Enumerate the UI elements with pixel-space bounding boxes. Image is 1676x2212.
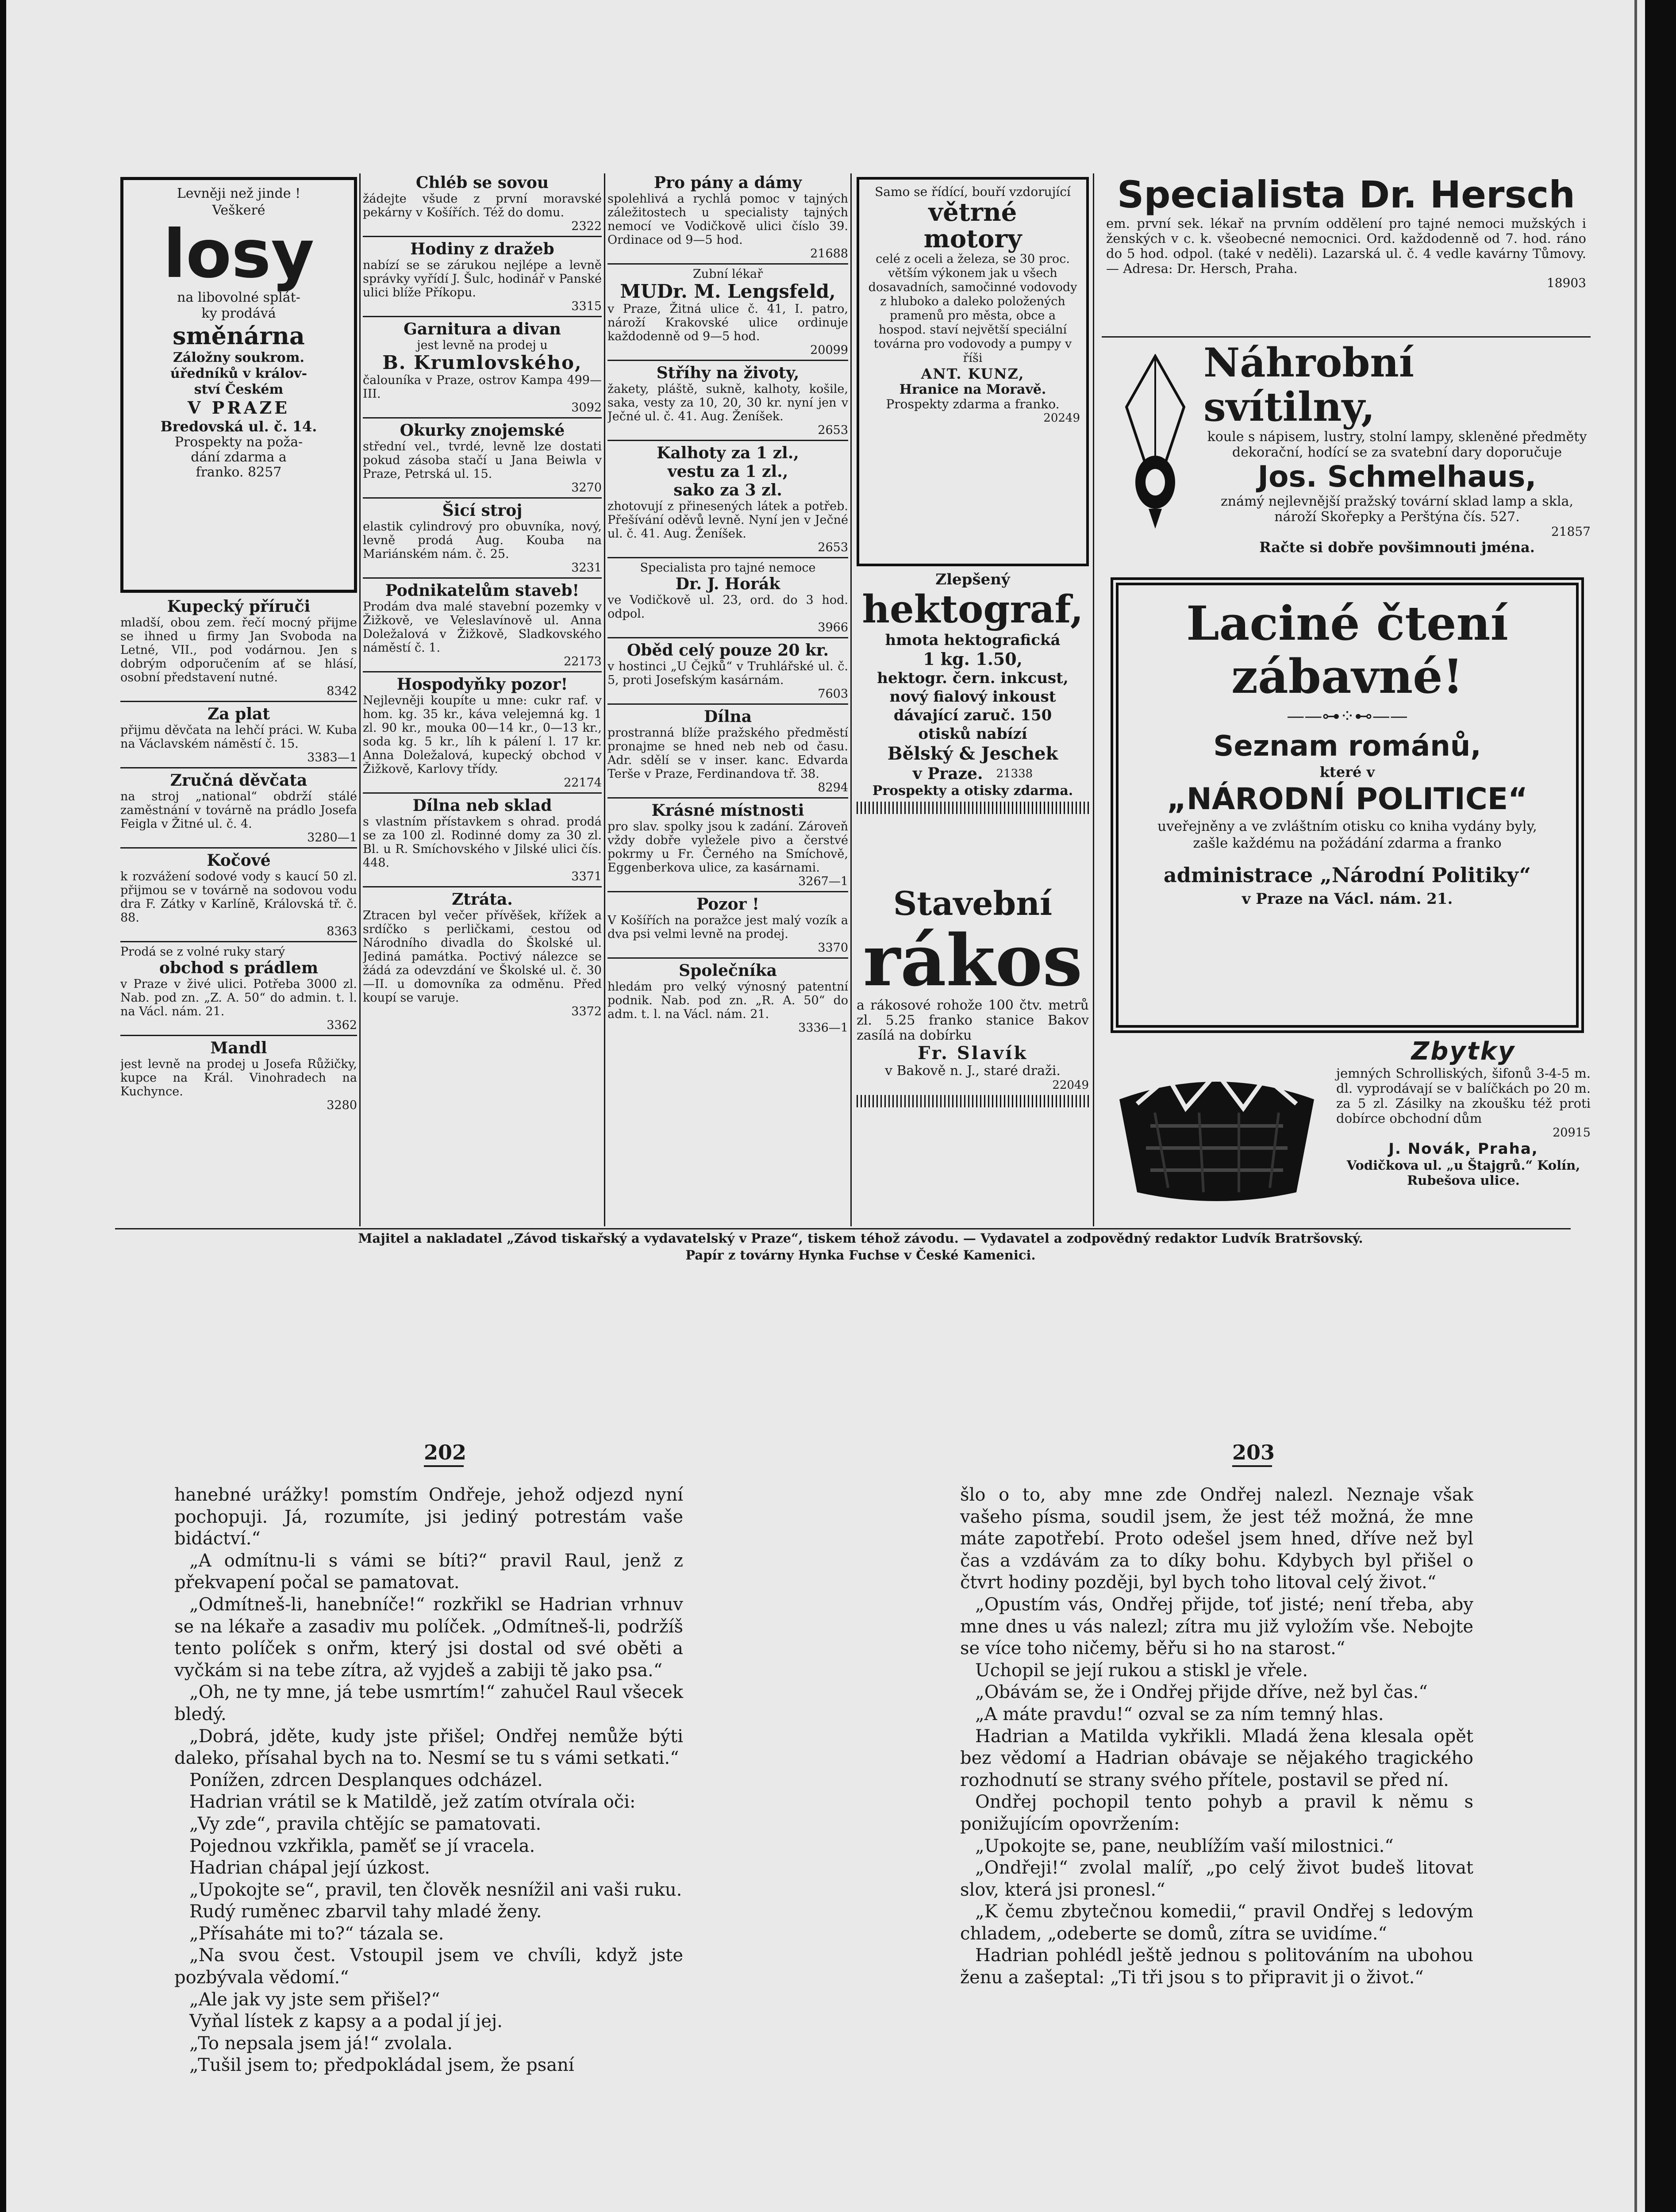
story-paragraph: hanebné urážky! pomstím Ondřeje, jehož odjezd nyní pochopuji. Já, rozumíte, jsi jediný potrestám vaše bidáctví.“ — [174, 1485, 683, 1549]
ad-pozor-title: Pozor ! — [696, 895, 759, 914]
ad-losy-smenarna: směnárna — [173, 322, 305, 350]
ad-dilna2 — [607, 707, 848, 795]
story-paragraph: „Obávám se, že i Ondřej přijde dříve, než byl čas.“ — [975, 1682, 1428, 1703]
ad-lengsfeld-pre: Zubní lékař — [692, 267, 763, 281]
ad-cteni-ornament: ——⊶⁘⊷—— — [1287, 706, 1408, 726]
ad-obed — [607, 641, 848, 701]
ad-horak — [607, 561, 848, 634]
ad-separator — [120, 847, 357, 849]
column-2-small-ads — [363, 173, 602, 1226]
ad-losy — [120, 177, 357, 593]
story-paragraph: Hadrian pohlédl ještě jednou s politováním na ubohou ženu a zašeptal: „Ti tři jsou s to připravit ji o život.“ — [960, 1945, 1473, 1988]
ad-cteni-body: uveřejněny a ve zvláštním otisku co kniha vydány byly, zašle každému na požádání zdarma a franko — [1157, 818, 1537, 851]
ad-svitilny — [1102, 341, 1591, 571]
ad-zbytky-body: jemných Schrolliských, šifonů 3-4-5 m. dl. vyprodávají se v balíčkách po 20 m. za 5 zl. Zásilky na zkoušku též proti dobírce obchodní dům — [1336, 1066, 1591, 1126]
ad-svitilny-body: koule s nápisem, lustry, stolní lampy, skleněné předměty dekorační, hodící se za svatební dary doporučuje — [1207, 429, 1587, 460]
ad-hodiny-title: Hodiny z dražeb — [410, 240, 554, 258]
page-number-left: 202 — [424, 1440, 467, 1464]
ad-propany-title: Pro pány a dámy — [653, 173, 802, 192]
ad-horak-body: ve Vodičkově ul. 23, ord. do 3 hod. odpol. — [607, 593, 848, 621]
story-paragraph: „To nepsala jsem já!“ zvolala. — [189, 2033, 453, 2054]
ad-separator — [363, 577, 602, 579]
column-3-small-ads — [607, 173, 848, 1226]
ad-separator — [607, 703, 848, 705]
story-paragraph: Hadrian a Matilda vykřikli. Mladá žena klesala opět bez vědomí a Hadrian obávaje se nějakého tragického rozhodnutí se strany svého přítele, postavil se před ní. — [960, 1726, 1473, 1790]
ad-kupecky-title: Kupecký příruči — [167, 597, 311, 616]
ad-kalhoty-title3: sako za 3 zl. — [673, 481, 782, 499]
ad-dilna1 — [363, 796, 602, 883]
ad-svitilny-tail: známý nejlevnější pražský tovární sklad lamp a skla, nároží Skořepky a Perštýna čís. 527. — [1220, 494, 1574, 525]
ad-zbytky-title: Zbytky — [1411, 1037, 1516, 1066]
story-paragraph: Uchopil se její rukou a stiskl je vřele. — [975, 1660, 1308, 1681]
ad-krasne-num: 3267—1 — [798, 875, 848, 888]
ad-lengsfeld-num: 20099 — [810, 343, 848, 357]
ad-zrucna-num: 3280—1 — [307, 831, 357, 845]
ad-ztrata — [363, 890, 602, 1018]
ad-hektograf-l3: hektogr. čern. inkcust, — [877, 669, 1069, 687]
ad-cteni-l2: které v — [1319, 764, 1375, 780]
ad-podnikatelum-num: 22173 — [564, 655, 602, 668]
story-paragraph: „Tušil jsem to; předpokládal jsem, že psaní — [189, 2055, 574, 2076]
ad-hersch — [1102, 173, 1591, 350]
story-paragraph: „Dobrá, jděte, kudy jste přišel; Ondřej nemůže býti daleko, přísahal bych na to. Nesmí se tu s vámi setkati.“ — [174, 1726, 683, 1769]
ad-kupecky — [120, 597, 357, 698]
ad-cteni-l3: „NÁRODNÍ POLITICE“ — [1167, 782, 1528, 817]
ad-obchod-pre: Prodá se z volné ruky starý — [120, 945, 285, 959]
ad-separator — [363, 316, 602, 317]
ad-okurky-body: střední vel., tvrdé, levně lze dostati pokud zásoba stačí u Jana Beiwla v Praze, Petrská ul. 15. — [363, 440, 602, 481]
ad-chleb-body: žádejte všude z první moravské pekárny v Košířích. Též do domu. — [363, 192, 602, 219]
story-paragraph: „Upokojte se“, pravil, ten člověk nesnížil ani vaši ruku. — [189, 1879, 682, 1900]
ad-kalhoty-title2: vestu za 1 zl., — [667, 462, 788, 481]
ad-podnikatelum-body: Prodám dva malé stavební pozemky v Žižkově, ve Veleslavínově ul. Anna Doležalová v Žižkově, Sladkovského náměstí č. 1. — [363, 600, 602, 655]
right-scan-edge — [1645, 0, 1676, 2212]
ad-motory-body: celé z oceli a železa, se 30 proc. větším výkonem jak u všech dosavadních, samočinné vodovody z hluboko a daleko položených pramenů pro města, obce a hospod. staví největší speciální továrna pro vodovody a pumpy v říši — [868, 252, 1077, 365]
ad-losy-rest1: Záložny soukrom. — [173, 350, 304, 365]
ad-garnitura — [363, 320, 602, 415]
ad-okurky-title: Okurky znojemské — [400, 421, 565, 440]
ad-svitilny-firm: Jos. Schmelhaus, — [1257, 460, 1537, 494]
story-paragraph: Ponížen, zdrcen Desplanques odcházel. — [189, 1770, 543, 1790]
ad-dilna1-title: Dílna neb sklad — [412, 796, 552, 815]
ad-zaplat-title: Za plat — [208, 705, 270, 723]
ad-losy-more1: na libovolné splát- — [177, 290, 300, 305]
story-paragraph: Vyňal lístek z kapsy a a podal jí jej. — [189, 2011, 503, 2032]
ad-separator — [607, 637, 848, 638]
ad-hektograf — [857, 571, 1089, 880]
ad-horak-num: 3966 — [818, 621, 848, 634]
ad-zaplat-body: přijmu děvčata na lehčí práci. W. Kuba na Václavském náměstí č. 15. — [120, 723, 357, 751]
ad-cteni-admin: administrace „Národní Politiky“ — [1163, 863, 1531, 887]
fabric-bundle-illustration — [1111, 1060, 1323, 1206]
ad-obchod — [120, 945, 357, 1032]
imprint-line2: Papír z továrny Hynka Fuchse v České Kamenici. — [685, 1248, 1036, 1263]
ad-propany — [607, 173, 848, 261]
ad-hektograf-num: 21338 — [996, 767, 1033, 780]
ad-zaplat — [120, 705, 357, 764]
ad-hospodynky-title: Hospodyňky pozor! — [396, 675, 568, 694]
ad-separator — [607, 957, 848, 959]
ad-hektograf-firm: Bělský & Jeschek — [887, 743, 1058, 764]
ad-cteni-place: v Praze na Václ. nám. 21. — [1242, 890, 1453, 908]
ad-mandl — [120, 1039, 357, 1112]
left-scan-edge — [0, 0, 6, 2212]
ad-svitilny-foot: Račte si dobře povšimnouti jména. — [1259, 539, 1535, 556]
ad-podnikatelum-title: Podnikatelům staveb! — [385, 581, 580, 600]
ad-hospodynky-body: Nejlevněji koupíte u mne: cukr raf. v hom. kg. 35 kr., káva velejemná kg. 1 zl. 90 kr., mouka 00—14 kr., 0—13 kr., soda kg. 5 kr., líh k pálení l. 17 kr. Anna Doležalová, kupecký obchod v Žižkově, Karlovy třídy. — [363, 694, 602, 776]
story-paragraph: „K čemu zbytečnou komedii,“ pravil Ondřej s ledovým chladem, „odeberte se domů, zítra se uvidíme.“ — [960, 1901, 1473, 1944]
ad-hospodynky — [363, 675, 602, 790]
ad-garnitura-name: B. Krumlovského, — [382, 352, 582, 373]
ad-obchod-body: v Praze v živé ulici. Potřeba 3000 zl. Nab. pod zn. „Z. A. 50“ do admin. t. l. na Václ. nám. 21. — [120, 977, 357, 1018]
ad-hektograf-pre: Zlepšený — [935, 571, 1010, 588]
ad-cteni-l1: Seznam románů, — [1213, 730, 1481, 763]
ad-dilna2-num: 8294 — [818, 781, 848, 795]
ad-hektograf-title: hektograf, — [862, 587, 1084, 632]
ad-kalhoty-title1: Kalhoty za 1 zl., — [657, 444, 799, 462]
ad-losy-line1: Levněji než jinde ! — [177, 186, 301, 201]
ad-hodiny-body: nabízí se se zárukou nejlépe a levně správky vyřídí J. Šulc, hodinář v Panské ulici blíže Příkopu. — [363, 258, 602, 300]
ad-spolecnika-body: hledám pro velký výnosný patentní podnik. Nab. pod zn. „R. A. 50“ do adm. t. l. na Václ. nám. 21. — [607, 980, 848, 1021]
ad-podnikatelum — [363, 581, 602, 668]
ad-kocove-num: 8363 — [327, 925, 357, 938]
ad-obed-title: Oběd celý pouze 20 kr. — [627, 641, 829, 660]
story-paragraph: „A odmítnu-li s vámi se bíti?“ pravil Raul, jenž z překvapení počal se pamatovat. — [174, 1550, 683, 1593]
ad-hektograf-l5: dávající zaruč. 150 — [893, 707, 1052, 724]
story-paragraph: „Opustím vás, Ondřej přijde, toť jisté; není třeba, aby mne dnes u vás nalezl; zítra mu již vyložím vše. Nebojte se více toho ničemy, běřu si ho na starost.“ — [960, 1594, 1473, 1659]
ad-hodiny-num: 3315 — [571, 300, 602, 313]
ad-pozor — [607, 895, 848, 955]
ad-zbytky — [1102, 1037, 1591, 1225]
ad-pozor-num: 3370 — [818, 941, 848, 955]
ad-hersch-title: Specialista Dr. Hersch — [1117, 173, 1576, 216]
ad-hektograf-l2: 1 kg. 1.50, — [923, 649, 1023, 669]
story-paragraph: šlo o to, aby mne zde Ondřej nalezl. Neznaje však vašeho písma, soudil jsem, že jest též možná, že mne máte zapotřebí. Proto odešel jsem hned, dříve než byl čas a vzdávám za to díky bohu. Kdybych byl přišel o čtvrt hodiny později, byl bych toho litoval celý život.“ — [960, 1485, 1473, 1593]
ad-hospodynky-num: 22174 — [564, 776, 602, 790]
ad-kupecky-body: mladší, obou zem. řečí mocný přijme se ihned u firmy Jan Svoboda na Letné, VII., pod vodárnou. Jen s dobrým odporučením ať se hlásí, osobní představení nutné. — [120, 616, 357, 684]
ad-strihy — [607, 364, 848, 437]
ad-separator — [1102, 336, 1591, 338]
ad-zaplat-num: 3383—1 — [307, 751, 357, 764]
ad-lengsfeld — [607, 267, 848, 357]
ad-garnitura-num: 3092 — [571, 401, 602, 415]
ad-dilna1-num: 3371 — [571, 870, 602, 883]
lantern-illustration — [1118, 354, 1193, 531]
column-rule — [359, 173, 361, 1226]
ad-hatched-border — [857, 1095, 1089, 1107]
story-paragraph: „Ondřeji!“ zvolal malíř, „po celý život budeš litovat slov, která jsi pronesl.“ — [960, 1858, 1473, 1900]
ad-separator — [120, 701, 357, 702]
column-rule — [1093, 173, 1094, 1226]
story-paragraph: „Odmítneš-li, hanebníče!“ rozkřikl se Hadrian vrhnuv se na lékaře a zasadiv mu políček. „Odmítneš-li, podržíš tento políček s onřm, který jsi dostal od své oběti a vyčkám si na tebe zítra, až vyjdeš a zabiji tě jako psa.“ — [174, 1594, 683, 1681]
ad-separator — [607, 557, 848, 558]
ad-sici — [363, 501, 602, 575]
column-rule — [850, 173, 852, 1226]
ad-propany-body: spolehlivá a rychlá pomoc v tajných záležitostech u specialisty tajných nemocí ve Vodičkově ulici číslo 39. Ordinace od 9—5 hod. — [607, 192, 848, 247]
ad-propany-num: 21688 — [810, 247, 848, 261]
ad-ztrata-title: Ztráta. — [452, 890, 513, 909]
ad-strihy-body: žakety, pláště, sukně, kalhoty, košile, saka, vesty za 10, 20, 30 kr. nyní jen v Ječné ul. č. 41. Aug. Ženíšek. — [607, 382, 848, 423]
ad-rakos-title2: rákos — [863, 919, 1083, 1002]
story-paragraph: „Oh, ne ty mne, já tebe usmrtím!“ zahučel Raul všecek bledý. — [174, 1682, 683, 1724]
ad-sici-body: elastik cylindrový pro obuvníka, nový, levně prodá Aug. Kouba na Mariánském nám. č. 25. — [363, 520, 602, 561]
ad-separator — [607, 891, 848, 892]
imprint-line1: Majitel a nakladatel „Závod tiskařský a vydavatelský v Praze“, tiskem téhož závodu. — Vydavatel a zodpovědný redaktor Ludvík Bratršovský. — [358, 1231, 1363, 1246]
ad-separator — [607, 360, 848, 361]
ad-losy-addr1: Bredovská ul. č. 14. — [160, 418, 317, 435]
story-paragraph: Pojednou vzkřikla, paměť se jí vracela. — [189, 1836, 535, 1856]
story-paragraph: „Upokojte se, pane, neublížím vaší milostnici.“ — [975, 1836, 1394, 1856]
ad-separator — [363, 792, 602, 794]
ad-kocove-title: Kočové — [207, 851, 271, 870]
page-number-right: 203 — [1232, 1440, 1275, 1464]
story-paragraph: „Na svou čest. Vstoupil jsem ve chvíli, když jste pozbývala vědomí.“ — [174, 1945, 683, 1988]
ad-obchod-title: obchod s prádlem — [159, 959, 319, 977]
ad-losy-addr4: franko. 8257 — [196, 465, 282, 480]
ad-losy-addr3: dání zdarma a — [191, 449, 287, 465]
story-paragraph: Rudý ruměnec zbarvil tahy mladé ženy. — [189, 1901, 542, 1922]
ad-hektograf-place: v Praze. — [912, 764, 983, 783]
ad-rakos-place: v Bakově n. J., staré draži. — [885, 1063, 1061, 1079]
ad-motory-title1: větrné — [928, 198, 1017, 227]
ad-dilna2-body: prostranná blíže pražského předměstí pronajme se hned neb neb od času. Adr. sdělí se v inser. kanc. Edvarda Terše v Praze, Ferdinandova tř. 38. — [607, 726, 848, 781]
ad-krasne — [607, 801, 848, 888]
ad-zbytky-num: 20915 — [1553, 1126, 1591, 1140]
ad-zrucna — [120, 771, 357, 845]
ad-kocove — [120, 851, 357, 938]
ad-dilna2-title: Dílna — [703, 707, 752, 726]
ad-mandl-num: 3280 — [327, 1098, 357, 1112]
ad-horak-title: Dr. J. Horák — [675, 575, 780, 593]
ad-okurky — [363, 421, 602, 495]
ad-mandl-body: jest levně na prodej u Josefa Růžičky, kupce na Král. Vinohradech na Kuchynce. — [120, 1057, 357, 1098]
ad-separator — [120, 767, 357, 768]
ad-ztrata-body: Ztracen byl večer přívěšek, křížek a srdíčko s perličkami, cestou od Národního divadla do Školské ul. Jediná památka. Poctivý nálezce se žádá za odevzdání ve Školské ul. č. 30—II. u domovníka za odměnu. Před koupí se varuje. — [363, 909, 602, 1005]
ad-svitilny-num: 21857 — [1551, 524, 1591, 539]
ad-rakos-body: a rákosové rohože 100 čtv. metrů zl. 5.25 franko stanice Bakov zasílá na dobírku — [857, 998, 1089, 1043]
ad-losy-more2: ky prodává — [201, 306, 276, 321]
ad-losy-rest3: ství Českém — [194, 382, 284, 397]
story-column-right — [960, 1484, 1473, 2201]
story-column-left — [174, 1484, 683, 2201]
ad-spolecnika-title: Společníka — [679, 961, 777, 980]
ad-sici-title: Šicí stroj — [442, 501, 523, 520]
page-number-underline — [1232, 1465, 1272, 1467]
ad-krasne-title: Krásné místnosti — [651, 801, 804, 820]
ad-separator — [120, 1035, 357, 1036]
ad-obchod-num: 3362 — [327, 1018, 357, 1032]
column-rule — [604, 173, 605, 1226]
ad-hersch-body: em. první sek. lékař na prvním oddělení pro tajné nemoci mužských i ženských v c. k. všeobecné nemocnici. Ord. každodenně od 7. hod. ráno do 5 hod. odpol. (také v neděli). Lazarská ul. č. 4 vedle kavárny Tůmovy. — Adresa: Dr. Hersch, Praha. — [1106, 216, 1586, 276]
ad-spolecnika-num: 3336—1 — [798, 1021, 848, 1035]
ad-separator — [363, 886, 602, 887]
ad-separator — [607, 797, 848, 799]
ad-losy-rest2: úředníků v králov- — [170, 366, 308, 381]
ad-motory-tail: Prospekty zdarma a franko. — [886, 397, 1060, 411]
ad-motory-firm: ANT. KUNZ, — [921, 365, 1025, 382]
ad-rakos-firm: Fr. Slavík — [917, 1043, 1028, 1064]
ad-zrucna-body: na stroj „national“ obdrží stálé zaměstnání v továrně na prádlo Josefa Feigla v Žitné ul. č. 4. — [120, 790, 357, 831]
ad-svitilny-title: Náhrobní svítilny, — [1203, 341, 1415, 430]
ad-ztrata-num: 3372 — [571, 1005, 602, 1018]
ad-garnitura-body: čalouníka v Praze, ostrov Kampa 499—III. — [363, 373, 602, 401]
ad-separator — [363, 497, 602, 499]
ad-separator — [363, 671, 602, 672]
ad-motory — [857, 177, 1089, 566]
ad-losy-praha: V PRAZE — [187, 398, 290, 418]
ad-krasne-body: pro slav. spolky jsou k zadání. Zároveň vždy dobře vyležele pivo a čerstvé pokrmy u Fr. Černého na Smíchově, Eggenberkova ulice, za kasárnami. — [607, 820, 848, 875]
ad-garnitura-title: Garnitura a divan — [404, 320, 561, 338]
ad-hodiny — [363, 240, 602, 313]
ad-losy-addr2: Prospekty na poža- — [174, 434, 303, 450]
ad-losy-line2: Veškeré — [212, 203, 265, 218]
story-paragraph: Ondřej pochopil tento pohyb a pravil k němu s ponižujícím opovržením: — [960, 1792, 1473, 1834]
ad-hektograf-place-row — [857, 764, 1089, 783]
ad-garnitura-sub: jest levně na prodej u — [417, 338, 548, 352]
ad-motory-num: 20249 — [1043, 411, 1080, 425]
ad-separator — [120, 941, 357, 942]
page-number-underline — [424, 1465, 464, 1467]
imprint — [186, 1230, 1535, 1270]
ad-separator — [363, 236, 602, 237]
ad-spolecnika — [607, 961, 848, 1035]
story-paragraph: „Vy zde“, pravila chtějíc se pamatovati. — [189, 1813, 542, 1834]
ad-motory-place: Hranice na Moravě. — [899, 382, 1046, 397]
ad-separator — [607, 440, 848, 441]
ad-strihy-num: 2653 — [818, 423, 848, 437]
ad-hektograf-tail: Prospekty a otisky zdarma. — [872, 783, 1073, 799]
ad-chleb-num: 2322 — [571, 219, 602, 233]
right-scan-line — [1634, 0, 1637, 2212]
ad-cteni — [1111, 577, 1584, 1033]
ad-zbytky-firm: J. Novák, Praha, — [1388, 1140, 1538, 1158]
ad-hektograf-l1: hmota hektografická — [885, 631, 1061, 649]
story-paragraph: Hadrian chápal její úzkost. — [189, 1858, 431, 1878]
ad-sici-num: 3231 — [571, 561, 602, 575]
ad-dilna1-body: s vlastním přístavkem s ohrad. prodá se za 100 zl. Rodinné domy za 30 zl. Bl. u R. Smíchovského v Jilské ulici čís. 448. — [363, 815, 602, 870]
ad-cteni-title: Laciné čtení zábavné! — [1186, 595, 1508, 704]
ad-obed-body: v hostinci „U Čejků“ v Truhlářské ul. č. 5, proti Josefským kasárnám. — [607, 660, 848, 687]
ad-horak-pre: Specialista pro tajné nemoce — [640, 561, 816, 575]
story-paragraph: „Přísaháte mi to?“ tázala se. — [189, 1923, 444, 1944]
ad-hatched-border — [857, 802, 1089, 814]
story-paragraph: „Ale jak vy jste sem přišel?“ — [189, 1989, 440, 2010]
ad-lengsfeld-title: MUDr. M. Lengsfeld, — [620, 280, 836, 302]
ad-zbytky-tail: Vodičkova ul. „u Štajgrů.“ Kolín, Rubešova ulice. — [1346, 1158, 1580, 1188]
ad-kalhoty — [607, 444, 848, 554]
ad-hektograf-l6: otisků nabízí — [918, 725, 1027, 743]
ad-pozor-body: V Košířích na poražce jest malý vozík a dva psi velmi levně na prodej. — [607, 914, 848, 941]
story-paragraph: „A máte pravdu!“ ozval se za ním temný hlas. — [975, 1704, 1384, 1724]
ad-okurky-num: 3270 — [571, 481, 602, 495]
ad-lengsfeld-body: v Praze, Žitná ulice č. 41, I. patro, nároží Krakovské ulice ordinuje každodenně od 9—5 hod. — [607, 302, 848, 343]
ad-kalhoty-num: 2653 — [818, 541, 848, 554]
ad-strihy-title: Stříhy na životy, — [656, 364, 800, 382]
story-paragraph: Hadrian vrátil se k Matildě, jež zatím otvírala oči: — [189, 1792, 636, 1813]
ads-bottom-rule — [115, 1228, 1571, 1229]
ad-chleb-title: Chléb se sovou — [415, 173, 549, 192]
ad-kocove-body: k rozvážení sodové vody s kaucí 50 zl. přijmou se v továrně na sodovou vodu dra F. Zátky v Karlíně, Královská tř. č. 88. — [120, 870, 357, 925]
ad-obed-num: 7603 — [818, 687, 848, 701]
ad-rakos-num: 22049 — [1052, 1079, 1089, 1092]
ad-rakos-title1: Stavební — [893, 885, 1053, 923]
ad-rakos — [857, 885, 1089, 1225]
ad-losy-word: losy — [163, 216, 315, 293]
ad-mandl-title: Mandl — [210, 1039, 267, 1057]
ad-motory-pre: Samo se řídící, bouří vzdorující — [875, 184, 1071, 199]
ad-kupecky-num: 8342 — [327, 684, 357, 698]
ad-separator — [607, 263, 848, 265]
ad-hersch-num: 18903 — [1546, 276, 1586, 290]
ad-zrucna-title: Zručná děvčata — [170, 771, 308, 790]
ad-motory-title2: motory — [923, 224, 1022, 253]
ad-chleb — [363, 173, 602, 233]
column-1-small-ads — [120, 597, 357, 1225]
ad-separator — [363, 417, 602, 419]
ad-hektograf-l4: nový fialový inkoust — [889, 688, 1056, 706]
ad-kalhoty-body: zhotovují z přinesených látek a potřeb. Přešívání oděvů levně. Nyní jen v Ječné ul. č. 41. Aug. Ženíšek. — [607, 499, 848, 541]
